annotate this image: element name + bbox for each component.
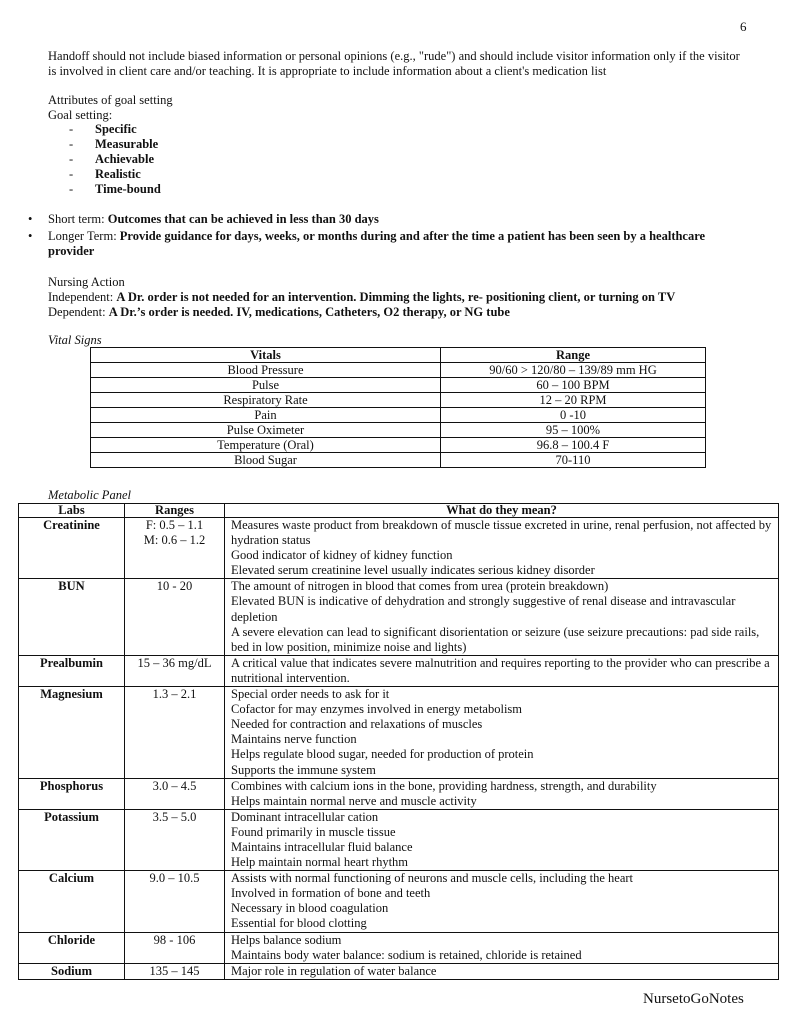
meaning-line: Elevated serum creatinine level usually indicates serious kidney disorder — [231, 563, 595, 578]
lab-name-cell: Potassium — [19, 809, 125, 870]
metabolic-panel-caption: Metabolic Panel — [48, 488, 131, 502]
column-header: Ranges — [125, 504, 225, 518]
meaning-cell — [225, 655, 779, 686]
meaning-line: Involved in formation of bone and teeth — [231, 886, 431, 901]
range-line: 9.0 – 10.5 — [149, 871, 200, 886]
meaning-cell — [225, 963, 779, 979]
range-cell — [125, 932, 225, 963]
list-item: - Specific — [69, 122, 137, 136]
list-item: - Realistic — [69, 167, 141, 181]
vital-cell: Pulse Oximeter — [91, 423, 441, 438]
table-row — [19, 809, 779, 870]
range-cell: 60 – 100 BPM — [441, 378, 706, 393]
meaning-line: A severe elevation can lead to significant disorientation or seizure (use seizure precautions: pad side rails, bed in low position, minimize noise and lights) — [231, 624, 760, 654]
vital-cell: Temperature (Oral) — [91, 438, 441, 453]
range-line: F: 0.5 – 1.1 — [145, 518, 204, 532]
range-cell — [125, 963, 225, 979]
range-line: 15 – 36 mg/dL — [137, 655, 212, 670]
column-header: Vitals — [91, 348, 441, 363]
lab-name-cell: Creatinine — [19, 518, 125, 579]
page-number: 6 — [740, 19, 747, 34]
bullet-icon: • — [28, 229, 33, 243]
meaning-cell — [225, 871, 779, 932]
vital-cell: Pulse — [91, 378, 441, 393]
meaning-line: Maintains nerve function — [231, 732, 357, 747]
lab-name-cell: Phosphorus — [19, 778, 125, 809]
range-cell — [125, 809, 225, 870]
lab-name-cell: Sodium — [19, 963, 125, 979]
meaning-line: Maintains intracellular fluid balance — [231, 839, 413, 854]
vital-cell: Blood Sugar — [91, 453, 441, 468]
meaning-line: Found primarily in muscle tissue — [231, 824, 396, 839]
meaning-cell — [225, 579, 779, 655]
nursing-action-heading: Nursing Action — [48, 275, 125, 289]
longer-term-item: • Longer Term: Provide guidance for days, weeks, or months during and after the time a patient has been seen by a healthcare provider — [28, 229, 706, 258]
goal-setting-subheading: Goal setting: — [48, 108, 113, 122]
range-line: 3.5 – 5.0 — [152, 809, 197, 824]
table-row — [19, 579, 779, 655]
list-item: - Achievable — [69, 152, 155, 166]
goal-attributes-list — [48, 122, 161, 197]
meaning-line: The amount of nitrogen in blood that comes from urea (protein breakdown) — [231, 579, 609, 594]
meaning-line: Good indicator of kidney of kidney function — [231, 548, 453, 563]
table-row — [19, 518, 779, 579]
term-list — [28, 212, 748, 261]
meaning-cell — [225, 778, 779, 809]
range-cell: 95 – 100% — [441, 423, 706, 438]
table-row — [19, 687, 779, 779]
range-cell — [125, 871, 225, 932]
table-row — [91, 363, 706, 378]
range-cell: 70-110 — [441, 453, 706, 468]
short-term-item: • Short term: Outcomes that can be achieved in less than 30 days — [28, 212, 379, 226]
table-row — [19, 932, 779, 963]
lab-name-cell: BUN — [19, 579, 125, 655]
handoff-paragraph: Handoff should not include biased information or personal opinions (e.g., "rude") and should include visitor information only if the visitor is involved in client care and/or teaching. It is appropriate to include information about a client's medication list — [48, 49, 740, 78]
table-row — [91, 408, 706, 423]
range-line: 3.0 – 4.5 — [152, 778, 197, 793]
bullet-icon: • — [28, 212, 33, 226]
meaning-line: Special order needs to ask for it — [231, 687, 390, 702]
column-header: Range — [441, 348, 706, 363]
meaning-line: Needed for contraction and relaxations of muscles — [231, 717, 483, 732]
vital-cell: Respiratory Rate — [91, 393, 441, 408]
range-cell — [125, 579, 225, 655]
column-header: Labs — [19, 504, 125, 518]
table-row — [19, 778, 779, 809]
lab-name-cell: Prealbumin — [19, 655, 125, 686]
range-line: 1.3 – 2.1 — [152, 687, 197, 702]
table-row — [19, 963, 779, 979]
list-item: - Measurable — [69, 137, 159, 151]
lab-name-cell: Calcium — [19, 871, 125, 932]
table-row — [91, 438, 706, 453]
meaning-cell — [225, 687, 779, 779]
range-line: 135 – 145 — [149, 963, 200, 978]
independent-action: Independent: A Dr. order is not needed for an intervention. Dimming the lights, re- positioning client, or turning on TV — [48, 290, 676, 304]
meaning-line: Measures waste product from breakdown of muscle tissue excreted in urine, renal perfusion, not affected by hydration status — [231, 518, 772, 548]
meaning-line: Helps regulate blood sugar, needed for production of protein — [231, 747, 534, 762]
meaning-line: Help maintain normal heart rhythm — [231, 855, 409, 870]
meaning-cell — [225, 932, 779, 963]
table-row — [91, 453, 706, 468]
meaning-line: Combines with calcium ions in the bone, providing hardness, strength, and durability — [231, 778, 657, 793]
meaning-line: Dominant intracellular cation — [231, 809, 379, 824]
meaning-line: Helps maintain normal nerve and muscle activity — [231, 793, 477, 808]
meaning-line: A critical value that indicates severe malnutrition and requires reporting to the provider who can prescribe a nutritional intervention. — [231, 655, 770, 685]
range-cell — [125, 687, 225, 779]
metabolic-panel-table — [18, 503, 779, 980]
list-item: - Time-bound — [69, 182, 161, 196]
table-row — [91, 423, 706, 438]
range-cell: 12 – 20 RPM — [441, 393, 706, 408]
range-cell — [125, 655, 225, 686]
meaning-line: Cofactor for may enzymes involved in energy metabolism — [231, 702, 523, 717]
range-line: 98 - 106 — [153, 932, 196, 947]
lab-name-cell: Magnesium — [19, 687, 125, 779]
range-line: M: 0.6 – 1.2 — [143, 533, 206, 548]
meaning-line: Major role in regulation of water balance — [231, 963, 437, 978]
vital-cell: Pain — [91, 408, 441, 423]
table-row — [19, 655, 779, 686]
table-row — [91, 393, 706, 408]
range-cell: 96.8 – 100.4 F — [441, 438, 706, 453]
range-cell — [125, 518, 225, 579]
table-row — [91, 378, 706, 393]
table-row — [19, 871, 779, 932]
meaning-cell — [225, 518, 779, 579]
lab-name-cell: Chloride — [19, 932, 125, 963]
meaning-line: Necessary in blood coagulation — [231, 901, 389, 916]
vital-signs-caption: Vital Signs — [48, 333, 102, 347]
vital-cell: Blood Pressure — [91, 363, 441, 378]
meaning-line: Elevated BUN is indicative of dehydration and strongly suggestive of renal disease and intravascular depletion — [231, 594, 736, 624]
meaning-line: Essential for blood clotting — [231, 916, 367, 931]
range-cell: 0 -10 — [441, 408, 706, 423]
range-cell — [125, 778, 225, 809]
meaning-line: Supports the immune system — [231, 762, 376, 777]
goal-setting-heading: Attributes of goal setting — [48, 93, 173, 107]
meaning-line: Helps balance sodium — [231, 932, 342, 947]
range-cell: 90/60 > 120/80 – 139/89 mm HG — [441, 363, 706, 378]
dependent-action: Dependent: A Dr.’s order is needed. IV, medications, Catheters, O2 therapy, or NG tube — [48, 305, 510, 319]
meaning-line: Assists with normal functioning of neurons and muscle cells, including the heart — [231, 871, 634, 886]
meaning-line: Maintains body water balance: sodium is retained, chloride is retained — [231, 947, 582, 962]
footer-brand: NursetoGoNotes — [643, 991, 744, 1007]
column-header: What do they mean? — [225, 504, 779, 518]
vital-signs-table — [90, 347, 706, 468]
range-line: 10 - 20 — [156, 579, 193, 594]
meaning-cell — [225, 809, 779, 870]
